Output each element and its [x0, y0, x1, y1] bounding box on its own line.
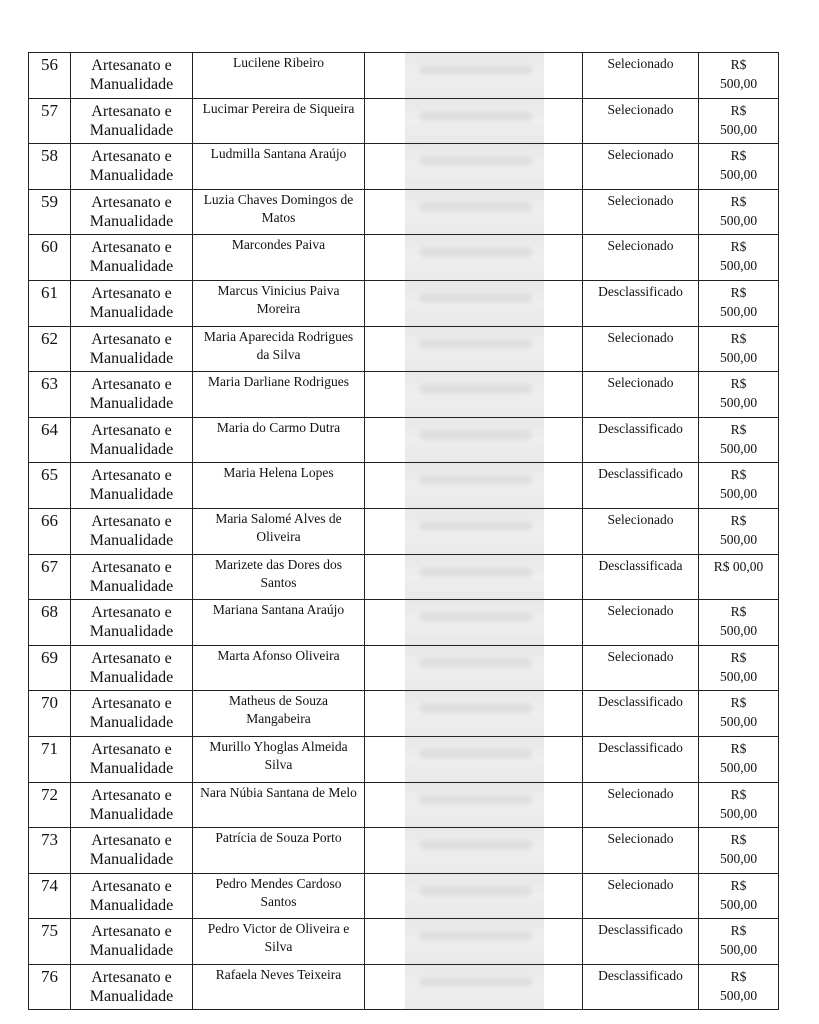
category-line-1: Artesanato e — [91, 877, 172, 895]
candidate-name: Ludmilla Santana Araújo — [193, 144, 365, 190]
category-line-1: Artesanato e — [91, 695, 172, 713]
category-line-2: Manualidade — [89, 349, 174, 367]
category-line-1: Artesanato e — [91, 832, 172, 850]
row-number: 56 — [29, 53, 71, 99]
redaction-blur — [405, 99, 544, 144]
category-line-1: Artesanato e — [91, 649, 172, 667]
category-cell — [71, 782, 193, 828]
amount-cell — [699, 554, 779, 600]
category-cell — [71, 417, 193, 463]
category-cell — [71, 554, 193, 600]
category-cell — [71, 98, 193, 144]
candidate-name: Nara Núbia Santana de Melo — [193, 782, 365, 828]
candidate-name: Patrícia de Souza Porto — [193, 828, 365, 874]
redaction-blur — [405, 965, 544, 1010]
category-cell — [71, 828, 193, 874]
redaction-blur — [405, 691, 544, 736]
amount-line-1: R$ — [730, 284, 747, 300]
table-row — [29, 691, 779, 737]
category-line-1: Artesanato e — [91, 421, 172, 439]
candidate-name: Lucilene Ribeiro — [193, 53, 365, 99]
redacted-document-cell — [365, 828, 583, 874]
status-cell: Desclassificado — [583, 919, 699, 965]
candidate-name: Maria Aparecida Rodrigues da Silva — [193, 326, 365, 372]
category-cell — [71, 919, 193, 965]
candidate-name: Pedro Victor de Oliveira e Silva — [193, 919, 365, 965]
redaction-blur — [405, 235, 544, 280]
status-cell: Desclassificado — [583, 417, 699, 463]
category-line-2: Manualidade — [89, 486, 174, 504]
status-cell: Desclassificado — [583, 463, 699, 509]
category-line-1: Artesanato e — [91, 923, 172, 941]
amount-line-2: 500,00 — [719, 759, 758, 775]
amount-line-2: 500,00 — [719, 303, 758, 319]
amount-line-2: 500,00 — [719, 623, 758, 639]
table-row — [29, 600, 779, 646]
table-row — [29, 189, 779, 235]
candidate-name: Maria do Carmo Dutra — [193, 417, 365, 463]
status-cell: Desclassificado — [583, 691, 699, 737]
row-number: 57 — [29, 98, 71, 144]
redaction-blur — [405, 874, 544, 919]
amount-cell — [699, 53, 779, 99]
amount-line-2: 500,00 — [719, 987, 758, 1003]
redaction-blur — [405, 53, 544, 98]
category-line-1: Artesanato e — [91, 604, 172, 622]
amount-line-2: 500,00 — [719, 714, 758, 730]
category-line-2: Manualidade — [89, 258, 174, 276]
table-row — [29, 782, 779, 828]
status-cell: Selecionado — [583, 189, 699, 235]
amount-cell — [699, 964, 779, 1010]
category-cell — [71, 736, 193, 782]
category-line-2: Manualidade — [89, 942, 174, 960]
amount-cell — [699, 189, 779, 235]
category-cell — [71, 463, 193, 509]
category-line-2: Manualidade — [89, 987, 174, 1005]
status-cell: Selecionado — [583, 326, 699, 372]
table-row — [29, 964, 779, 1010]
amount-line-1: R$ — [730, 695, 747, 711]
amount-line-2: 500,00 — [719, 395, 758, 411]
redacted-document-cell — [365, 782, 583, 828]
row-number: 64 — [29, 417, 71, 463]
amount-line-1: R$ — [730, 239, 747, 255]
candidate-name: Mariana Santana Araújo — [193, 600, 365, 646]
candidate-name: Luzia Chaves Domingos de Matos — [193, 189, 365, 235]
category-line-2: Manualidade — [89, 577, 174, 595]
category-cell — [71, 144, 193, 190]
amount-line-1: R$ — [730, 649, 747, 665]
table-row — [29, 828, 779, 874]
category-cell — [71, 280, 193, 326]
category-line-1: Artesanato e — [91, 284, 172, 302]
redaction-blur — [405, 600, 544, 645]
amount-line-2: 500,00 — [719, 212, 758, 228]
candidate-name: Marcus Vinicius Paiva Moreira — [193, 280, 365, 326]
amount-cell — [699, 280, 779, 326]
amount-cell — [699, 144, 779, 190]
amount-line-1: R$ — [730, 148, 747, 164]
amount-line-1: R$ — [730, 376, 747, 392]
row-number: 70 — [29, 691, 71, 737]
candidate-name: Marizete das Dores dos Santos — [193, 554, 365, 600]
status-cell: Selecionado — [583, 828, 699, 874]
row-number: 60 — [29, 235, 71, 281]
category-line-1: Artesanato e — [91, 57, 172, 74]
amount-line-1: R$ — [730, 877, 747, 893]
row-number: 62 — [29, 326, 71, 372]
category-line-1: Artesanato e — [91, 102, 172, 120]
amount-line-1: R$ — [730, 193, 747, 209]
status-cell: Selecionado — [583, 600, 699, 646]
status-cell: Desclassificado — [583, 964, 699, 1010]
amount-line-2: 500,00 — [719, 668, 758, 684]
results-table — [28, 52, 779, 1010]
row-number: 75 — [29, 919, 71, 965]
candidate-name: Maria Darliane Rodrigues — [193, 372, 365, 418]
redacted-document-cell — [365, 463, 583, 509]
row-number: 68 — [29, 600, 71, 646]
table-row — [29, 144, 779, 190]
row-number: 71 — [29, 736, 71, 782]
category-line-1: Artesanato e — [91, 740, 172, 758]
status-cell: Selecionado — [583, 782, 699, 828]
redaction-blur — [405, 463, 544, 508]
category-cell — [71, 372, 193, 418]
table-row — [29, 919, 779, 965]
row-number: 59 — [29, 189, 71, 235]
category-cell — [71, 873, 193, 919]
redaction-blur — [405, 509, 544, 554]
amount-line-1: R$ — [730, 832, 747, 848]
redaction-blur — [405, 737, 544, 782]
category-line-1: Artesanato e — [91, 467, 172, 485]
category-line-1: Artesanato e — [91, 376, 172, 394]
category-cell — [71, 691, 193, 737]
category-line-2: Manualidade — [89, 303, 174, 321]
redaction-blur — [405, 783, 544, 828]
redaction-blur — [405, 646, 544, 691]
amount-line-1: R$ — [730, 604, 747, 620]
amount-cell — [699, 782, 779, 828]
redacted-document-cell — [365, 873, 583, 919]
candidate-name: Matheus de Souza Mangabeira — [193, 691, 365, 737]
candidate-name: Pedro Mendes Cardoso Santos — [193, 873, 365, 919]
row-number: 76 — [29, 964, 71, 1010]
category-line-2: Manualidade — [89, 440, 174, 458]
redacted-document-cell — [365, 600, 583, 646]
amount-cell — [699, 600, 779, 646]
amount-cell — [699, 508, 779, 554]
status-cell: Selecionado — [583, 372, 699, 418]
row-number: 66 — [29, 508, 71, 554]
category-line-2: Manualidade — [89, 167, 174, 185]
table-row — [29, 280, 779, 326]
category-line-2: Manualidade — [89, 896, 174, 914]
redacted-document-cell — [365, 144, 583, 190]
category-line-2: Manualidade — [89, 212, 174, 230]
category-line-1: Artesanato e — [91, 786, 172, 804]
amount-line-1: R$ — [730, 421, 747, 437]
amount-line-1: R$ — [730, 923, 747, 939]
amount-line-2: 500,00 — [719, 531, 758, 547]
amount-line-1: R$ — [730, 968, 747, 984]
row-number: 73 — [29, 828, 71, 874]
row-number: 65 — [29, 463, 71, 509]
status-cell: Selecionado — [583, 508, 699, 554]
table-row — [29, 235, 779, 281]
amount-line-1: R$ — [730, 330, 747, 346]
amount-line-1: R$ — [730, 57, 747, 72]
status-cell: Desclassificado — [583, 736, 699, 782]
category-line-2: Manualidade — [89, 851, 174, 869]
table-row — [29, 554, 779, 600]
redacted-document-cell — [365, 919, 583, 965]
status-cell: Desclassificada — [583, 554, 699, 600]
results-table-body — [29, 53, 779, 1010]
redacted-document-cell — [365, 189, 583, 235]
table-row — [29, 372, 779, 418]
redacted-document-cell — [365, 736, 583, 782]
amount-cell — [699, 463, 779, 509]
category-line-2: Manualidade — [89, 805, 174, 823]
amount-cell — [699, 919, 779, 965]
redacted-document-cell — [365, 645, 583, 691]
category-line-2: Manualidade — [89, 714, 174, 732]
category-cell — [71, 508, 193, 554]
candidate-name: Lucimar Pereira de Siqueira — [193, 98, 365, 144]
category-line-1: Artesanato e — [91, 558, 172, 576]
redaction-blur — [405, 327, 544, 372]
amount-cell — [699, 736, 779, 782]
amount-line-1: R$ — [730, 467, 747, 483]
amount-cell — [699, 372, 779, 418]
amount-cell — [699, 326, 779, 372]
table-row — [29, 326, 779, 372]
redaction-blur — [405, 919, 544, 964]
redacted-document-cell — [365, 326, 583, 372]
amount-cell — [699, 873, 779, 919]
amount-line-1: R$ — [730, 740, 747, 756]
candidate-name: Murillo Yhoglas Almeida Silva — [193, 736, 365, 782]
amount-line-1: R$ 00,00 — [713, 558, 764, 574]
redacted-document-cell — [365, 691, 583, 737]
amount-line-2: 500,00 — [719, 486, 758, 502]
category-line-2: Manualidade — [89, 395, 174, 413]
redacted-document-cell — [365, 508, 583, 554]
redaction-blur — [405, 144, 544, 189]
redacted-document-cell — [365, 235, 583, 281]
table-row — [29, 417, 779, 463]
category-line-1: Artesanato e — [91, 512, 172, 530]
status-cell: Selecionado — [583, 645, 699, 691]
redacted-document-cell — [365, 372, 583, 418]
amount-line-2: 500,00 — [719, 167, 758, 183]
redaction-blur — [405, 828, 544, 873]
table-row — [29, 463, 779, 509]
category-cell — [71, 235, 193, 281]
amount-line-2: 500,00 — [719, 851, 758, 867]
redaction-blur — [405, 418, 544, 463]
table-row — [29, 98, 779, 144]
candidate-name: Maria Salomé Alves de Oliveira — [193, 508, 365, 554]
candidate-name: Marcondes Paiva — [193, 235, 365, 281]
category-line-1: Artesanato e — [91, 968, 172, 986]
table-row — [29, 873, 779, 919]
redaction-blur — [405, 555, 544, 600]
redaction-blur — [405, 372, 544, 417]
amount-cell — [699, 417, 779, 463]
row-number: 72 — [29, 782, 71, 828]
row-number: 69 — [29, 645, 71, 691]
category-line-2: Manualidade — [89, 668, 174, 686]
redacted-document-cell — [365, 417, 583, 463]
table-row — [29, 508, 779, 554]
category-cell — [71, 600, 193, 646]
redaction-blur — [405, 281, 544, 326]
status-cell: Selecionado — [583, 53, 699, 99]
table-row — [29, 736, 779, 782]
category-line-1: Artesanato e — [91, 239, 172, 257]
amount-line-1: R$ — [730, 102, 747, 118]
table-row — [29, 645, 779, 691]
amount-line-2: 500,00 — [719, 121, 758, 137]
amount-line-1: R$ — [730, 786, 747, 802]
category-line-2: Manualidade — [89, 121, 174, 139]
category-line-2: Manualidade — [89, 759, 174, 777]
amount-cell — [699, 691, 779, 737]
results-page — [28, 52, 778, 1010]
status-cell: Selecionado — [583, 98, 699, 144]
amount-line-2: 500,00 — [719, 896, 758, 912]
redacted-document-cell — [365, 53, 583, 99]
redacted-document-cell — [365, 98, 583, 144]
status-cell: Selecionado — [583, 873, 699, 919]
amount-line-2: 500,00 — [719, 805, 758, 821]
candidate-name: Marta Afonso Oliveira — [193, 645, 365, 691]
amount-line-2: 500,00 — [719, 76, 758, 91]
amount-cell — [699, 645, 779, 691]
category-line-1: Artesanato e — [91, 148, 172, 166]
redacted-document-cell — [365, 964, 583, 1010]
row-number: 61 — [29, 280, 71, 326]
category-cell — [71, 326, 193, 372]
candidate-name: Rafaela Neves Teixeira — [193, 964, 365, 1010]
amount-line-2: 500,00 — [719, 349, 758, 365]
category-line-2: Manualidade — [89, 623, 174, 641]
redaction-blur — [405, 190, 544, 235]
category-cell — [71, 645, 193, 691]
status-cell: Desclassificado — [583, 280, 699, 326]
amount-cell — [699, 98, 779, 144]
table-row — [29, 53, 779, 99]
amount-cell — [699, 235, 779, 281]
row-number: 67 — [29, 554, 71, 600]
amount-cell — [699, 828, 779, 874]
category-cell — [71, 189, 193, 235]
redacted-document-cell — [365, 280, 583, 326]
amount-line-2: 500,00 — [719, 258, 758, 274]
redacted-document-cell — [365, 554, 583, 600]
row-number: 63 — [29, 372, 71, 418]
amount-line-1: R$ — [730, 512, 747, 528]
row-number: 74 — [29, 873, 71, 919]
category-line-1: Artesanato e — [91, 193, 172, 211]
category-line-1: Artesanato e — [91, 330, 172, 348]
category-line-2: Manualidade — [89, 76, 174, 93]
category-cell — [71, 53, 193, 99]
status-cell: Selecionado — [583, 144, 699, 190]
category-line-2: Manualidade — [89, 531, 174, 549]
amount-line-2: 500,00 — [719, 440, 758, 456]
candidate-name: Maria Helena Lopes — [193, 463, 365, 509]
amount-line-2: 500,00 — [719, 942, 758, 958]
row-number: 58 — [29, 144, 71, 190]
category-cell — [71, 964, 193, 1010]
status-cell: Selecionado — [583, 235, 699, 281]
